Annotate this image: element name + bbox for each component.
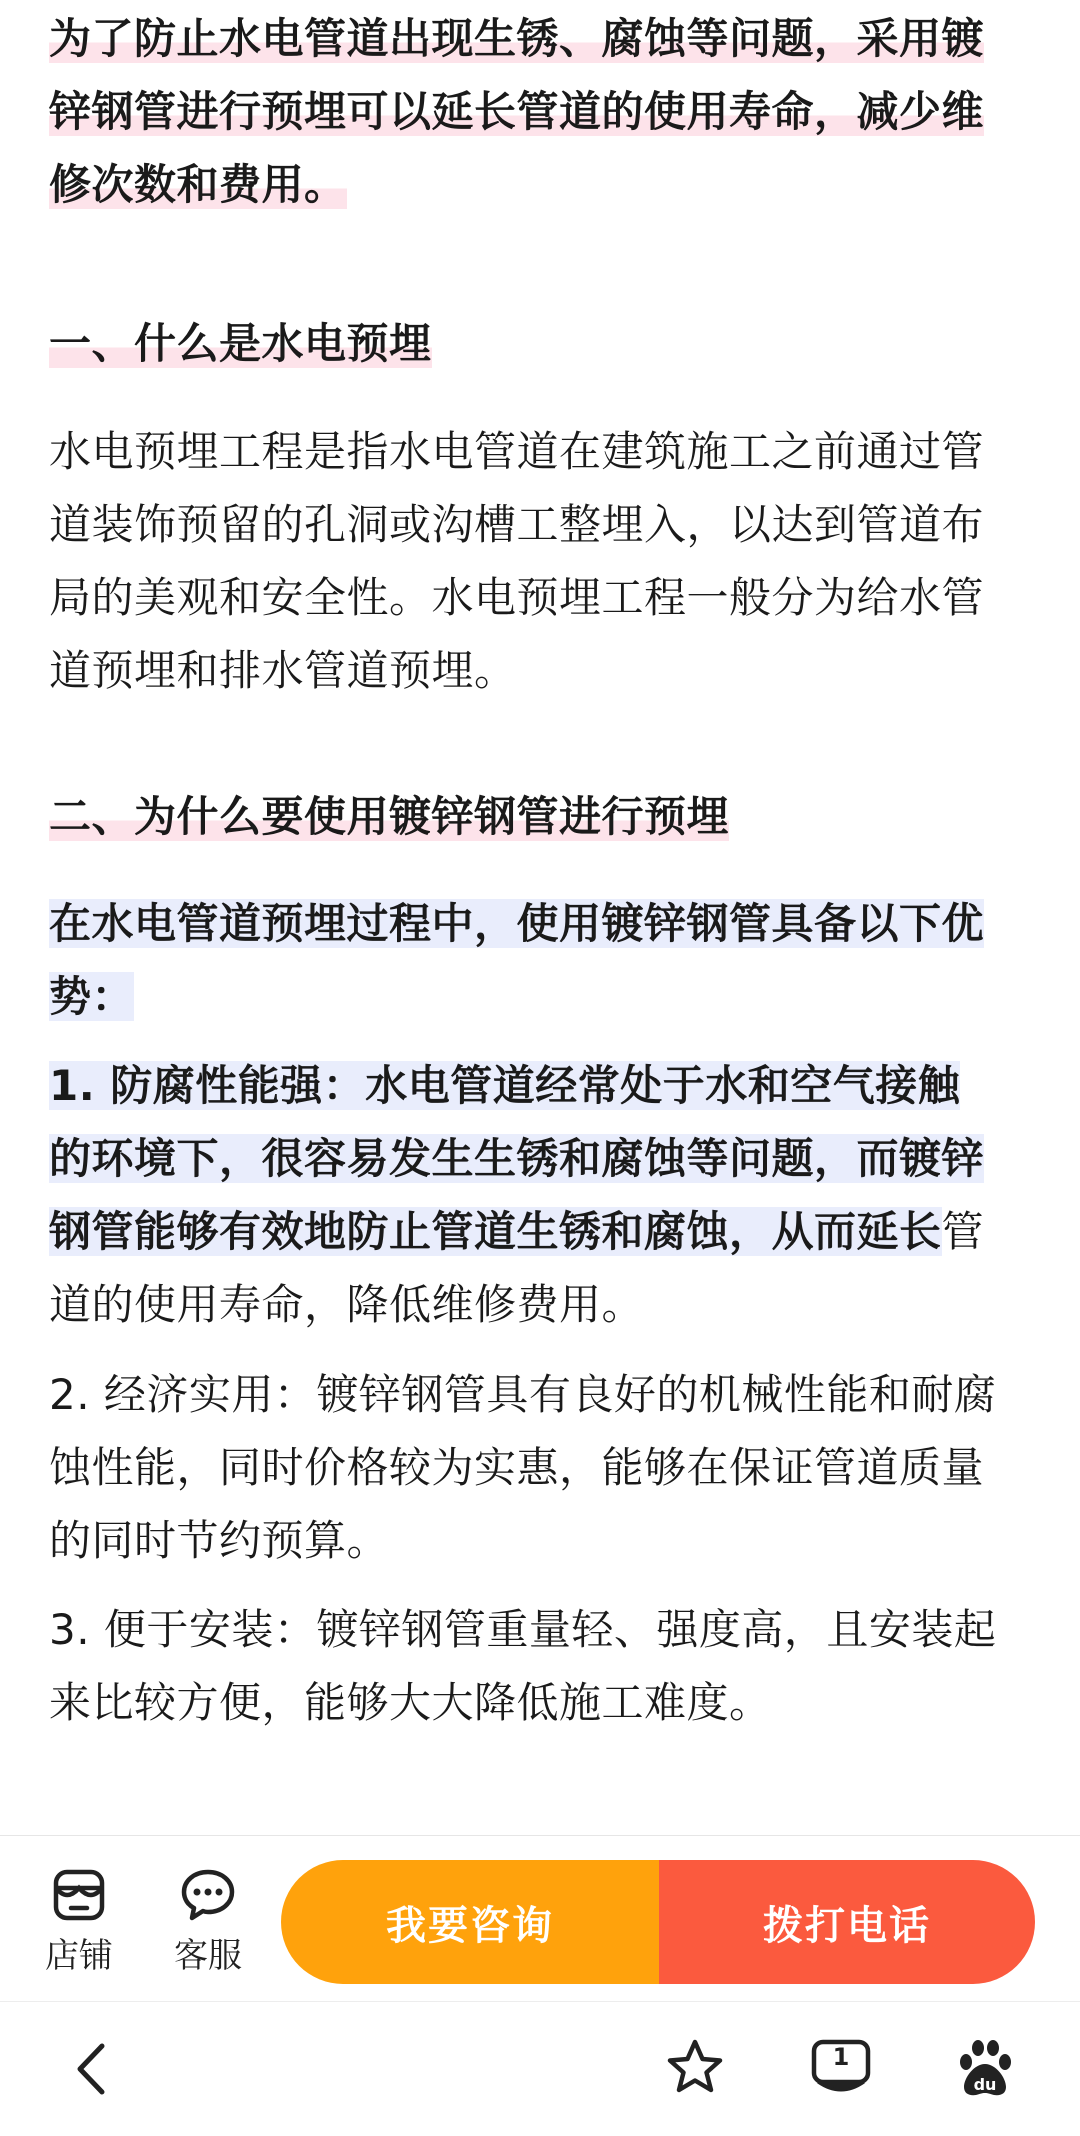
chat-bubble-icon [179, 1866, 237, 1924]
browser-nav-bar [0, 2001, 1080, 2136]
section1-body: 水电预埋工程是指水电管道在建筑施工之前通过管道装饰预留的孔洞或沟槽工整埋入，以达到管道布局的美观和安全性。水电预埋工程一般分为给水管道预埋和排水管道预埋。 [49, 427, 985, 695]
article-intro [49, 2, 999, 221]
intro-text: 为了防止水电管道出现生锈、腐蚀等问题，采用镀锌钢管进行预埋可以延长管道的使用寿命，减少维修次数和费用。 [49, 14, 985, 209]
point-3: 3. 便于安装：镀锌钢管重量轻、强度高，且安装起来比较方便，能够大大降低施工难度。 [49, 1605, 997, 1727]
shop-button[interactable] [24, 1866, 134, 1986]
customer-service-button[interactable] [153, 1866, 263, 1986]
call-button[interactable]: 拨打电话 [659, 1860, 1035, 1984]
chevron-left-icon[interactable] [60, 2036, 126, 2102]
point-1-bold: 1. 防腐性能强：水电管道经常处于水和空气接触的环境下，很容易发生生锈和腐蚀等问题，而镀锌钢管能够有效地防止管道生锈和腐蚀，从而延长 [49, 1061, 985, 1256]
section2-lead [49, 887, 999, 1033]
action-bar [0, 1835, 1080, 2001]
shop-icon [50, 1866, 108, 1924]
section2-lead-text: 在水电管道预埋过程中，使用镀锌钢管具备以下优势： [49, 899, 985, 1021]
tab-count: 1 [832, 2043, 850, 2071]
baidu-paw-icon[interactable] [952, 2036, 1018, 2102]
svg-text:du: du [973, 2075, 997, 2094]
section2-title: 二、为什么要使用镀锌钢管进行预埋 [49, 792, 730, 841]
star-icon[interactable] [662, 2036, 728, 2102]
tabs-button[interactable] [808, 2036, 874, 2102]
section1-heading [49, 307, 999, 380]
point-1 [49, 1049, 999, 1341]
section2-heading [49, 780, 999, 853]
shop-label: 店铺 [45, 1936, 113, 1976]
point-1-rest: 管道的使用寿命，降低维修费用。 [49, 1207, 985, 1329]
section1-title: 一、什么是水电预埋 [49, 319, 432, 368]
consult-button[interactable]: 我要咨询 [281, 1860, 659, 1984]
point-2: 2. 经济实用：镀锌钢管具有良好的机械性能和耐腐蚀性能，同时价格较为实惠，能够在保证管道质量的同时节约预算。 [49, 1370, 997, 1565]
service-label: 客服 [174, 1936, 242, 1976]
